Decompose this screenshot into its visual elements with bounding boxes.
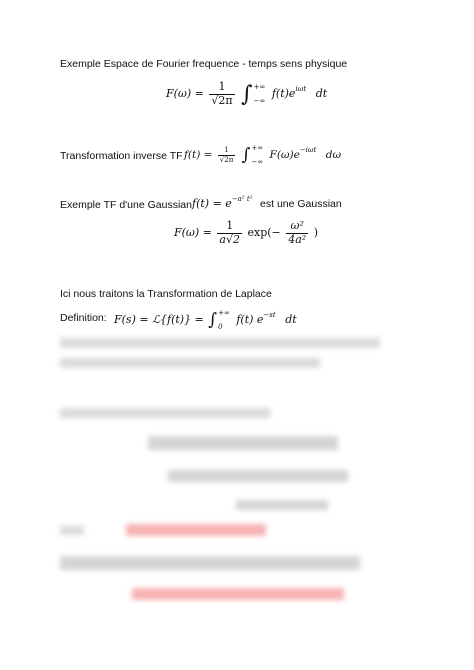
blurred-text-word [60,526,84,535]
blurred-red-equation [126,524,266,536]
heading-fourier: Exemple Espace de Fourier frequence - temps sens physique [60,58,348,70]
blurred-text-line [60,358,320,368]
equation-inverse-transform: f(t) = $\frac{1}{√2\pi}$ ∫ +∞ −∞ $F(\omega)e^{-i\omega t}$ dω [184,144,342,166]
blurred-red-equation [132,588,344,600]
label-gaussian-example: Exemple TF d'une Gaussian [60,199,192,211]
blurred-equation [60,556,360,570]
equation-fourier-transform: F(ω) = $\frac{1}{√2\pi}$ ∫ +∞ −∞ $f(t)e^{i\omega t}$ dt [166,79,328,107]
blurred-text-line [60,408,270,418]
blurred-equation [236,500,328,510]
label-inverse-transform: Transformation inverse TF [60,150,183,162]
label-definition: Definition: [60,312,107,324]
equation-gaussian: $f(t) = e^{-a^2 t^2}$ est une Gaussian [192,195,342,210]
blurred-equation [148,436,338,450]
blurred-text-line [60,338,380,348]
blurred-equation [168,470,348,482]
equation-laplace-definition: F(s) = ℒ{f(t)} = ∫ +∞ 0 f(t) $e^{-st}$ dt [114,309,297,331]
label-laplace-intro: Ici nous traitons la Transformation de Laplace [60,288,272,300]
equation-gaussian-transform: F(ω) = $\frac{1}{a√2}$ exp(− $\frac{\text{ω²}}{\text{4a²}}$ ) [174,219,319,246]
